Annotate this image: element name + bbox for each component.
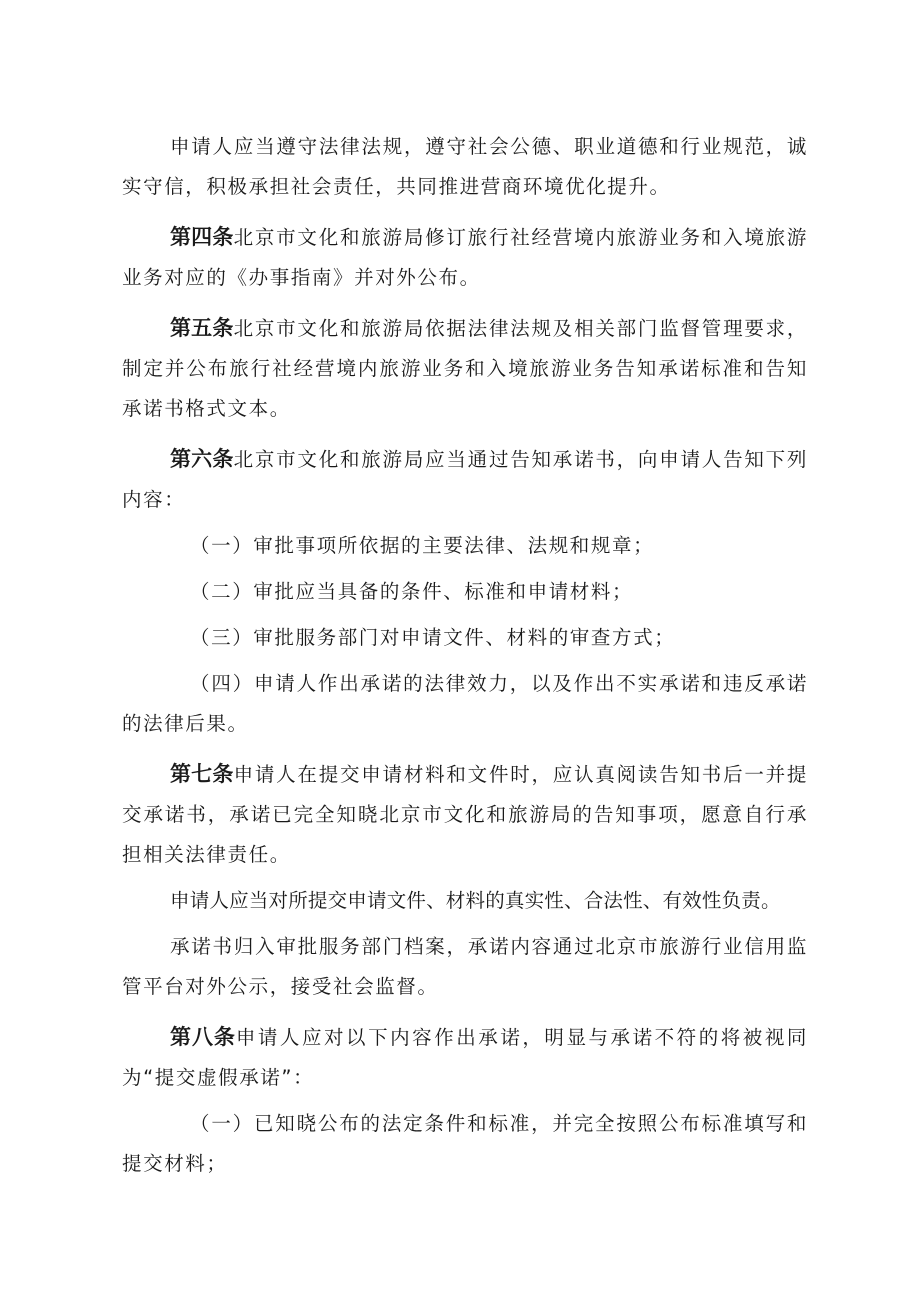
article-number: 第七条	[170, 762, 234, 786]
list-item-text: （二）审批应当具备的条件、标准和申请材料；	[190, 580, 634, 603]
paragraph-text: 申请人应当遵守法律法规，遵守社会公德、职业道德和行业规范，诚实守信，积极承担社会责任，共同推进营商环境优化提升。	[122, 135, 808, 198]
list-item	[122, 572, 808, 612]
list-item-text: （四）申请人作出承诺的法律效力，以及作出不实承诺和违反承诺的法律后果。	[122, 672, 808, 735]
article-number: 第四条	[170, 225, 234, 249]
article-number: 第五条	[170, 316, 234, 340]
paragraph-applicant-responsibility	[122, 881, 808, 921]
document-body	[122, 127, 808, 1184]
article-text: 北京市文化和旅游局应当通过告知承诺书，向申请人告知下列内容：	[122, 448, 809, 511]
list-item-text: （一）审批事项所依据的主要法律、法规和规章；	[190, 534, 655, 557]
paragraph-text: 申请人应当对所提交申请文件、材料的真实性、合法性、有效性负责。	[170, 889, 781, 912]
article-8	[122, 1017, 808, 1098]
article-number: 第六条	[170, 447, 234, 471]
article-text: 北京市文化和旅游局修订旅行社经营境内旅游业务和入境旅游业务对应的《办事指南》并对外公布。	[122, 226, 809, 289]
article-number: 第八条	[170, 1025, 236, 1049]
list-item-text: （一）已知晓公布的法定条件和标准，并完全按照公布标准填写和提交材料；	[122, 1112, 808, 1175]
paragraph-commitment-archive	[122, 927, 808, 1007]
article-5	[122, 308, 808, 429]
article-text: 申请人在提交申请材料和文件时，应认真阅读告知书后一并提交承诺书，承诺已完全知晓北京市文化和旅游局的告知事项，愿意自行承担相关法律责任。	[122, 763, 809, 866]
list-item	[122, 1104, 808, 1184]
article-text: 申请人应对以下内容作出承诺，明显与承诺不符的将被视同为“提交虚假承诺”：	[122, 1026, 808, 1089]
list-item	[122, 618, 808, 658]
article-7	[122, 754, 808, 875]
paragraph-text: 承诺书归入审批服务部门档案，承诺内容通过北京市旅游行业信用监管平台对外公示，接受社会监督。	[122, 935, 808, 998]
article-4	[122, 217, 808, 298]
list-item	[122, 526, 808, 566]
paragraph-applicant-obligations	[122, 127, 808, 207]
list-item	[122, 664, 808, 744]
article-6	[122, 439, 808, 520]
article-text: 北京市文化和旅游局依据法律法规及相关部门监督管理要求，制定并公布旅行社经营境内旅游业务和入境旅游业务告知承诺标准和告知承诺书格式文本。	[122, 317, 809, 420]
list-item-text: （三）审批服务部门对申请文件、材料的审查方式；	[190, 626, 676, 649]
